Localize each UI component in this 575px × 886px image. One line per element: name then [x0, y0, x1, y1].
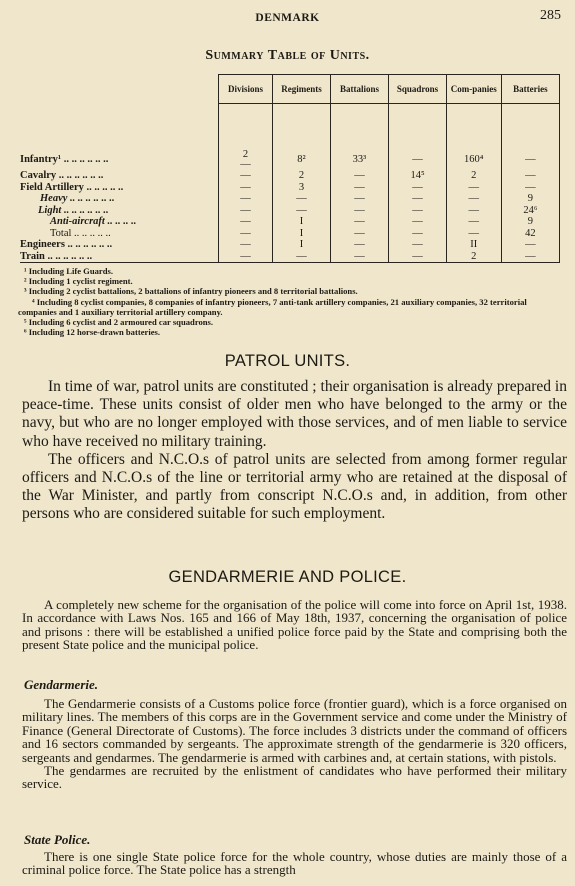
- table-cell: —: [389, 251, 446, 263]
- row-label: Total .. .. .. .. ..: [50, 227, 111, 239]
- state-police-body: [22, 850, 567, 877]
- running-title: DENMARK: [255, 12, 320, 24]
- row-label: Cavalry .. .. .. .. .. ..: [20, 170, 104, 181]
- footnote: ⁶ Including 12 horse-drawn batteries.: [24, 327, 161, 338]
- paragraph: A completely new scheme for the organisation of the police will come into force on April 1st, 1938. In accordance with Laws Nos. 165 and 166 of May 18th, 1937, concerning the organisation of police and prisons : there will be established a unified police force paid by the State and comprising both the present State police and the municipal police.: [22, 597, 567, 653]
- table-cell: —: [218, 251, 273, 263]
- table-row: [20, 239, 560, 251]
- table-cell: II: [446, 239, 501, 251]
- gendarmerie-intro: [22, 598, 567, 652]
- paragraph: In time of war, patrol units are constituted ; their organisation is already prepared in peace-time. These units consist of older men who have belonged to the army or the navy, but who are no longer employed with those services, and of men liable to service who have received no military training.: [22, 378, 567, 450]
- gendarmerie-body: [22, 697, 567, 791]
- table-cell: —: [330, 182, 389, 194]
- table-cell: —: [446, 193, 501, 205]
- footnote: ¹ Including Life Guards.: [24, 266, 114, 276]
- table-cell: —: [218, 170, 273, 182]
- table-cell: 3: [273, 182, 330, 194]
- table-cell: —: [218, 193, 273, 205]
- table-cell: —: [501, 251, 559, 263]
- col-header: Squadrons: [389, 75, 446, 104]
- paragraph: The Gendarmerie consists of a Customs police force (frontier guard), which is a force organised on military lines. The members of this corps are in the Government service and come under the Ministry of Finance (General Directorate of Customs). The force includes 3 districts under the command of officers and 16 sectors commanded by sergeants. The approximate strength of the gendarmerie is 320 officers, sergeants and gendarmes. The gendarmerie is armed with carbines and, at certain stations, with pistols.: [22, 696, 567, 765]
- col-header: Regiments: [273, 75, 330, 104]
- col-header: Batteries: [501, 75, 559, 104]
- table-cell: —: [446, 216, 501, 228]
- row-label: Light .. .. .. .. .. ..: [38, 204, 109, 216]
- table-cell: 2: [446, 251, 501, 263]
- footnote: ² Including 1 cyclist regiment.: [24, 276, 133, 287]
- subheading-state-police: State Police.: [24, 832, 91, 847]
- section-heading-patrol: PATROL UNITS.: [224, 352, 351, 370]
- table-cell: 160⁴: [446, 150, 501, 170]
- table-cell: —: [389, 150, 446, 170]
- units-table: [20, 74, 560, 263]
- table-cell: —: [389, 205, 446, 217]
- table-cell: —: [218, 228, 273, 240]
- table-cell: —: [501, 150, 559, 170]
- section-heading-gendarmerie: GENDARMERIE AND POLICE.: [168, 568, 407, 586]
- table-cell: 9: [501, 216, 559, 228]
- col-header: Com-panies: [446, 75, 501, 104]
- table-cell: I: [273, 216, 330, 228]
- table-row: [20, 193, 560, 205]
- table-row: [20, 216, 560, 228]
- paragraph: The officers and N.C.O.s of patrol units are selected from among former regular officers and N.C.O.s of the line or territorial army who are retained at the disposal of the War Minister, and partly from conscript N.C.O.s and, in addition, from other persons who are considered suitable for such employment.: [22, 450, 567, 523]
- row-label: Anti-aircraft .. .. .. ..: [50, 216, 137, 227]
- table-cell: 8²: [273, 150, 330, 170]
- page-header: [0, 6, 575, 26]
- table-cell: —: [218, 205, 273, 217]
- table-cell: —: [330, 228, 389, 240]
- table-row: [20, 150, 560, 170]
- table-cell: —: [273, 205, 330, 217]
- paragraph: There is one single State police force for the whole country, whose duties are mainly those of a criminal police force. The State police has a strength: [22, 849, 567, 878]
- table-cell: —: [446, 205, 501, 217]
- table-cell: 2: [273, 170, 330, 182]
- footnote: ⁴ Including 8 cyclist companies, 8 companies of infantry pioneers, 7 anti-tank artillery companies, 21 auxiliary companies, 32 territorial companies and 1 auxiliary territorial artillery company.: [18, 296, 527, 317]
- table-cell: I: [273, 239, 330, 251]
- table-cell: —: [389, 193, 446, 205]
- summary-table-title: Summary Table of Units.: [205, 48, 370, 63]
- footnote: ³ Including 2 cyclist battalions, 2 battalions of infantry pioneers and 8 territorial battalions.: [24, 286, 358, 297]
- table-row: [20, 182, 560, 194]
- table-cell: —: [273, 193, 330, 205]
- table-cell: —: [501, 170, 559, 182]
- col-header: Divisions: [218, 75, 273, 104]
- table-cell: —: [330, 239, 389, 251]
- row-label: Engineers .. .. .. .. .. ..: [20, 239, 113, 250]
- col-header: Battalions: [330, 75, 389, 104]
- subheading-gendarmerie: Gendarmerie.: [24, 677, 99, 692]
- table-cell: —: [330, 216, 389, 228]
- table-cell: —: [218, 182, 273, 194]
- table-cell: —: [446, 182, 501, 194]
- paragraph: The gendarmes are recruited by the enlistment of candidates who have performed their military service.: [22, 763, 567, 792]
- table-cell: 24⁶: [501, 205, 559, 217]
- table-cell: —: [218, 216, 273, 228]
- patrol-body: [22, 378, 567, 524]
- page-number: 285: [540, 8, 561, 23]
- table-cell: 14⁵: [389, 170, 446, 182]
- row-label: Train .. .. .. .. .. ..: [20, 251, 218, 263]
- table-cell: —: [501, 182, 559, 194]
- table-cell: —: [330, 170, 389, 182]
- table-cell: —: [218, 239, 273, 251]
- table-cell: 2 —: [218, 150, 273, 170]
- table-cell: —: [330, 193, 389, 205]
- row-label: Field Artillery .. .. .. .. ..: [20, 181, 124, 193]
- table-row: [20, 170, 560, 182]
- table-cell: —: [330, 251, 389, 263]
- footnote: ⁵ Including 6 cyclist and 2 armoured car squadrons.: [24, 317, 214, 328]
- table-cell: 9: [501, 193, 559, 205]
- table-cell: —: [330, 205, 389, 217]
- table-cell: —: [389, 182, 446, 194]
- table-cell: —: [389, 216, 446, 228]
- table-cell: —: [273, 251, 330, 263]
- table-row: [20, 228, 560, 240]
- table-cell: 42: [501, 228, 559, 240]
- row-label: Heavy .. .. .. .. .. ..: [40, 193, 115, 204]
- table-row: [20, 205, 560, 217]
- table-cell: 33³: [330, 150, 389, 170]
- table-cell: —: [446, 228, 501, 240]
- footnotes: [18, 266, 566, 337]
- table-cell: —: [389, 239, 446, 251]
- table-cell: 2: [446, 170, 501, 182]
- table-row: [20, 251, 560, 263]
- table-cell: I: [273, 228, 330, 240]
- table-cell: —: [389, 228, 446, 240]
- table-cell: —: [501, 239, 559, 251]
- row-label: Infantry¹ .. .. .. .. .. ..: [20, 154, 109, 166]
